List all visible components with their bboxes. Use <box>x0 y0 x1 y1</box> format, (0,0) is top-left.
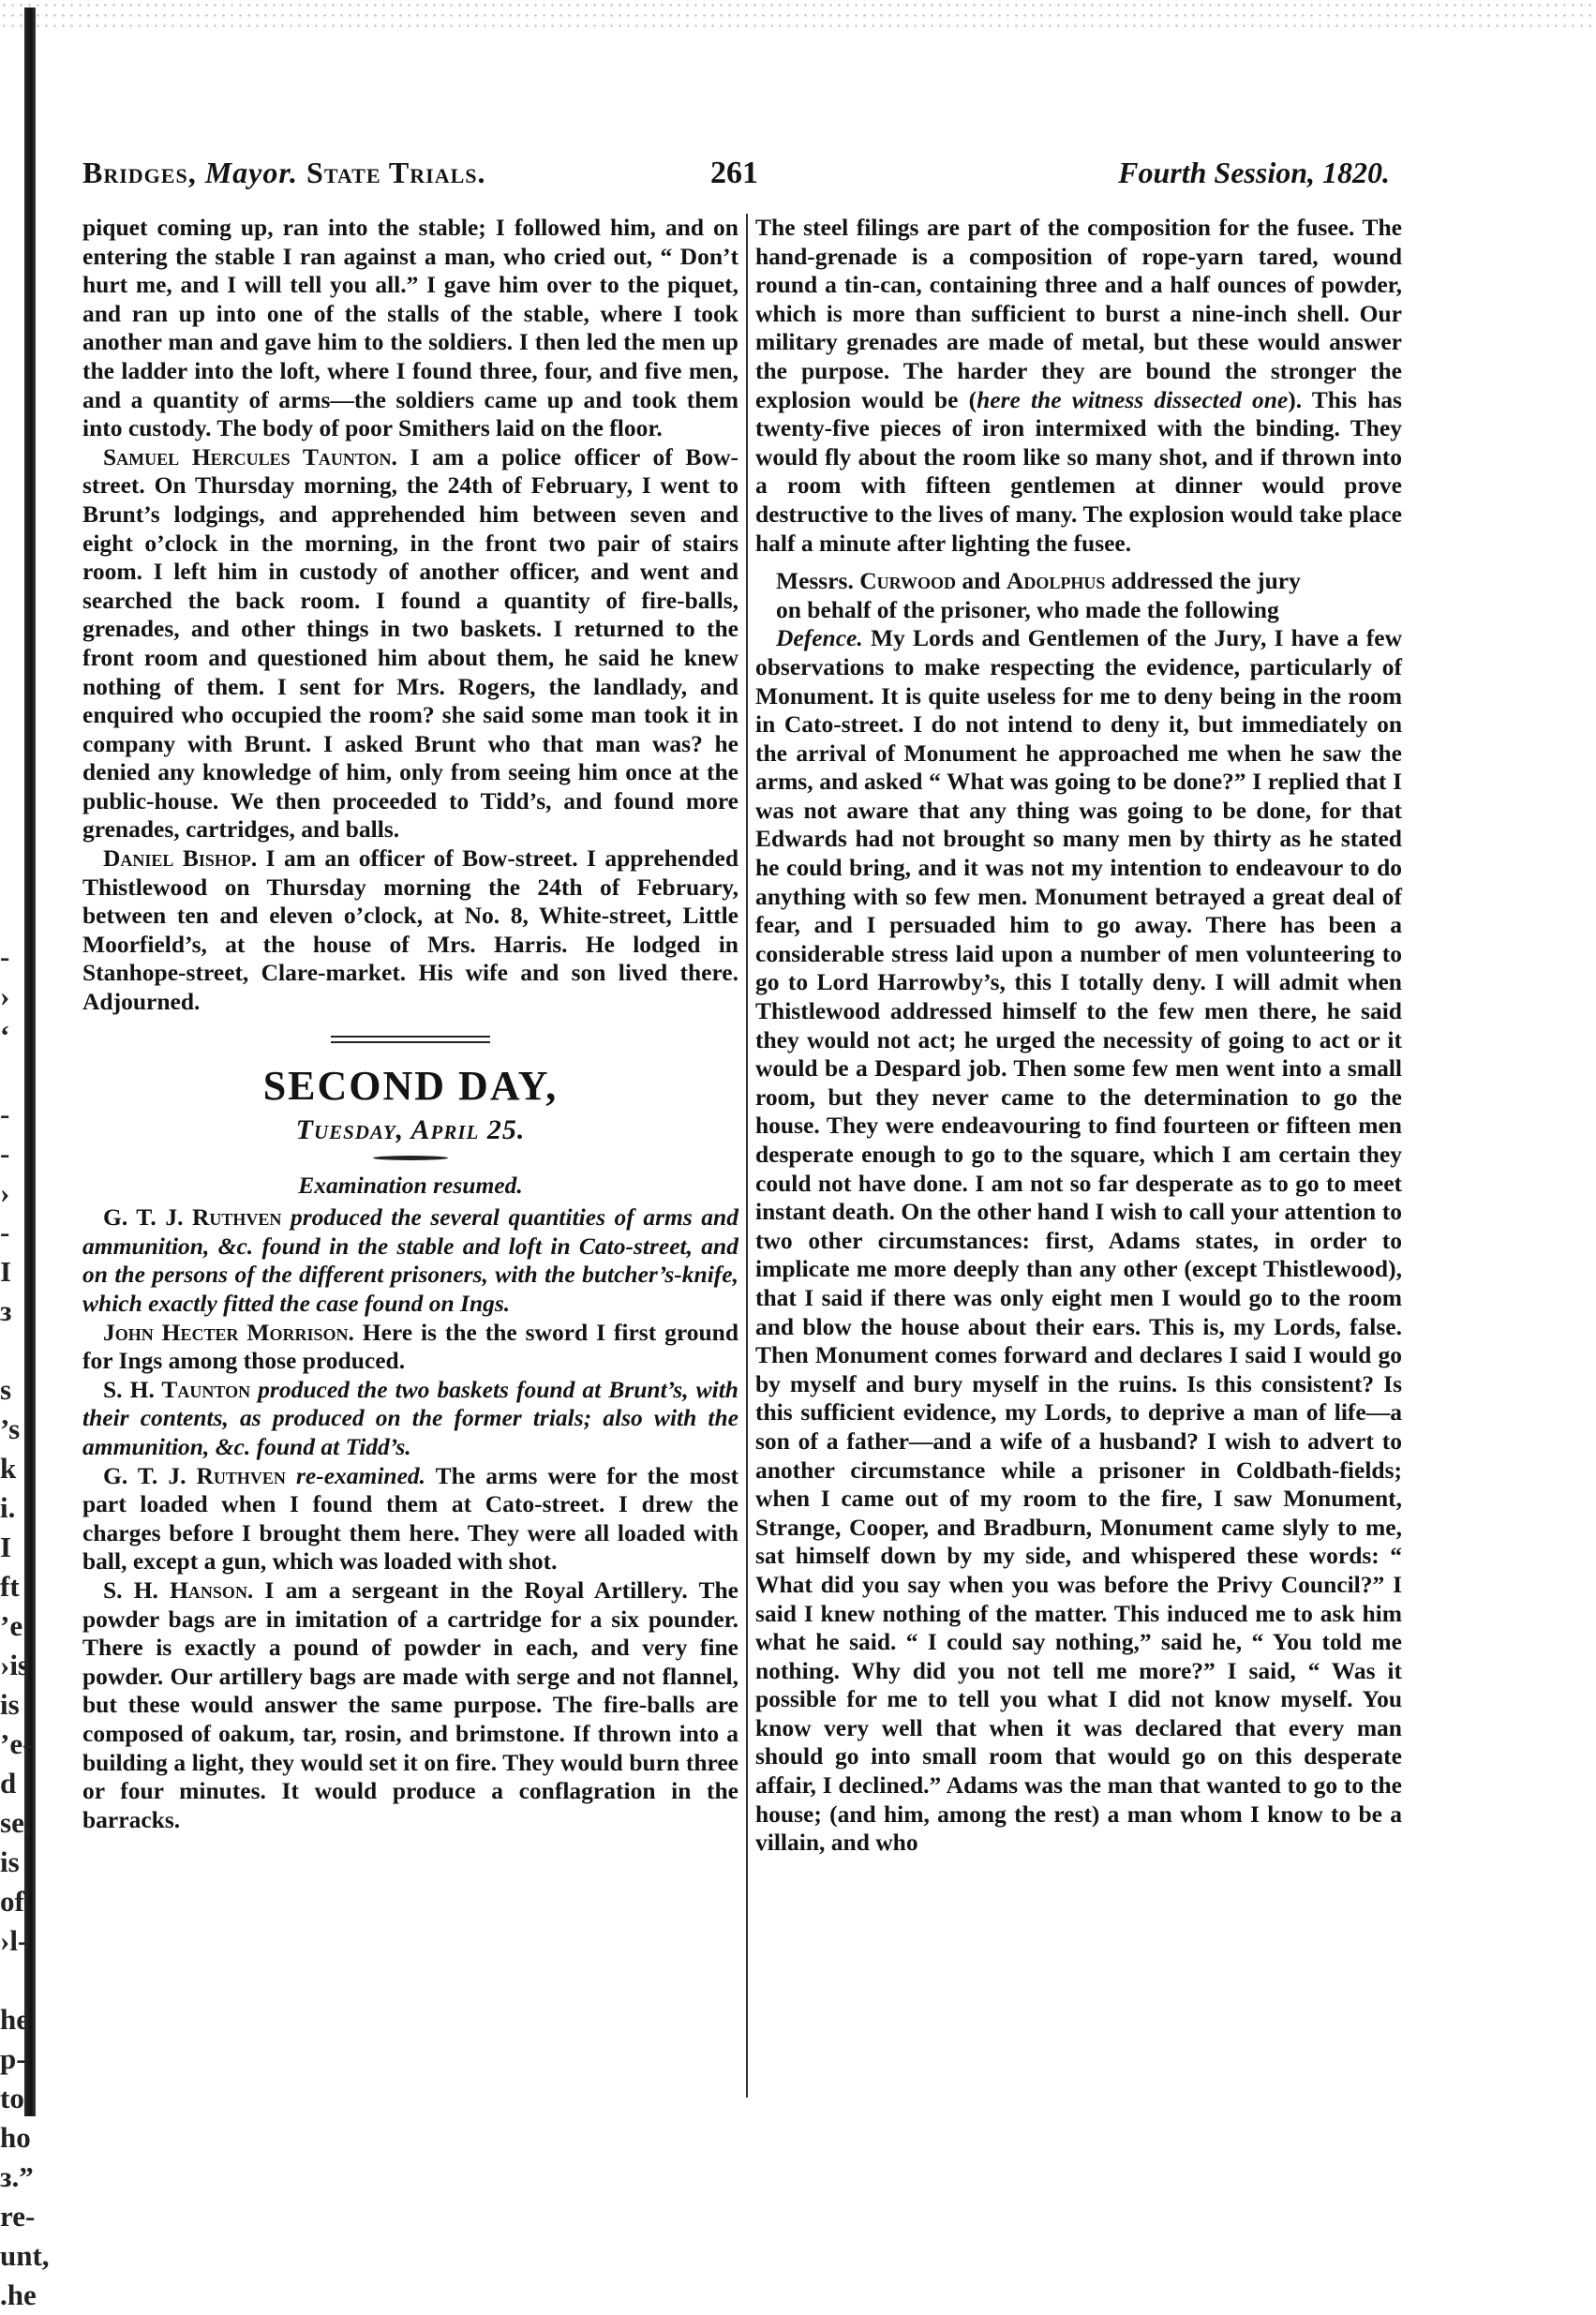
bleed-fragment: - <box>0 1137 10 1170</box>
bleed-fragment: ’e- <box>0 1727 33 1760</box>
bleed-fragment: - <box>0 1098 10 1130</box>
testimony-text: produced the two baskets found at Brunt’s, with their contents, as produced on the former trials; also with the ammunition, &c. found at Tidd’s. <box>82 1375 738 1460</box>
page-number: 261 <box>710 156 758 190</box>
reexamined-label: re-examined. <box>285 1461 426 1489</box>
bleed-fragment: - <box>0 1216 10 1248</box>
bleed-fragment: is <box>0 1845 20 1878</box>
counsel-name: Curwood <box>859 567 957 595</box>
paragraph-piquet: piquet coming up, ran into the stable; I followed him, and on entering the stable I ran against a man, who cried out, “ Don’t hurt me, and I will tell you all.” I gave him over to the piquet, and ran up into one of the stalls of the stable, where I took another man and gave him to the soldiers. I then led the men up the ladder into the loft, where I found three, four, and five men, and a quantity of arms—the soldiers came up and took them into custody. The body of poor Smithers laid on the floor. <box>82 214 738 442</box>
bleed-fragment: re- <box>0 2200 36 2233</box>
bleed-fragment <box>0 1331 75 1370</box>
column-divider <box>746 214 748 2098</box>
examination-heading: Examination resumed. <box>298 1171 523 1199</box>
right-column <box>755 214 1402 1858</box>
bleed-fragment: .he <box>0 2278 37 2311</box>
page-top-speckle <box>0 0 1596 28</box>
bleed-fragment <box>0 1055 75 1095</box>
witness-name: Samuel Hercules Taunton. <box>103 442 397 470</box>
defence-label: Defence. <box>776 624 863 652</box>
bleed-fragment: he <box>0 2003 29 2036</box>
bleed-fragment: ho <box>0 2121 31 2154</box>
witness-name: S. H. Hanson. <box>103 1576 254 1604</box>
bleed-fragment: to <box>0 2082 24 2114</box>
stage-direction: here the witness dissected one <box>977 385 1289 413</box>
testimony-text: produced the several quantities of arms and ammunition, &c. found in the stable and loft in Cato-street, and on the persons of the different prisoners, with the butcher’s-knife, which exactly fitted the case found on Ings. <box>82 1203 738 1317</box>
bleed-fragment: p- <box>0 2042 26 2075</box>
header-left <box>82 156 486 190</box>
paragraph-ruthven <box>82 1203 738 1318</box>
witness-name: G. T. J. Ruthven <box>103 1203 282 1232</box>
paragraph-taunton-baskets <box>82 1376 738 1462</box>
testimony-text: The arms were for the most part loaded when I found them at Cato-street. I drew the charges before I brought them here. They were all loaded with ball, except a gun, which was loaded with shot. <box>82 1461 738 1576</box>
bleed-fragment: - <box>0 940 10 973</box>
paragraph-steel-filings <box>755 214 1402 558</box>
paragraph-taunton <box>82 443 738 844</box>
bleed-fragment <box>0 1961 75 2000</box>
section-rule <box>331 1036 490 1043</box>
counsel-name: Adolphus <box>1006 567 1106 595</box>
bleed-fragment: з <box>0 1294 12 1327</box>
counsel-prefix: Messrs. <box>776 567 860 595</box>
left-column <box>82 214 738 1834</box>
testimony-text: Here is the the sword I first ground for Ings among those produced. <box>82 1318 739 1375</box>
witness-name: G. T. J. Ruthven <box>103 1461 286 1489</box>
margin-bleed-through <box>0 937 75 2315</box>
bleed-fragment: is <box>0 1688 20 1721</box>
paragraph-defence <box>755 624 1402 1858</box>
bleed-fragment: i. <box>0 1491 16 1524</box>
bleed-fragment: ›l- <box>0 1924 28 1957</box>
running-header <box>82 156 1390 197</box>
bleed-fragment: of <box>0 1885 24 1918</box>
paragraph-counsel <box>755 567 1402 596</box>
testimony-text: The steel filings are part of the composition for the fusee. The hand-grenade is a composition of rope-yarn tared, wound round a tin-can, containing three and a half ounces of powder, which is more than sufficient to burst a nine-inch shell. Our military grenades are made of metal, but these would answer the purpose. The harder they are bound the stronger the explosion would be ( <box>755 214 1402 413</box>
bleed-fragment: s <box>0 1373 12 1406</box>
defence-text: My Lords and Gentlemen of the Jury, I have a few observations to make respecting the evidence, particularly of Monument. It is quite useless for me to deny being in the room in Cato-street. I do not intend to deny it, but immediately on the arrival of Monument he approached me when he saw the arms, and asked “ What was going to be done?” I replied that I was not aware that any thing was going to be done, for that Edwards had not brought so many men by thirty as he stated he could bring, and it was not my intention to endeavour to do anything with so few men. Monument betrayed a great deal of fear, and I persuaded him to go away. There has been a considerable stress laid upon a number of men volunteering to go to Lord Harrowby’s, this I totally deny. I will admit when Thistlewood addressed himself to the few men there, he said they would not act; he urged the necessity of going to act or it would be a Despard job. Then some few men went into a small room, but they never came to the determination to go the house. They were endeavouring to find fourteen or fifteen men desperate enough to go to the square, which I am certain they could not have done. I am not so far desperate as to go to meet instant death. On the other hand I wish to call your attention to two other circumstances: first, Adams states, in order to implicate me more deeply than any other (except Thistlewood), that I said if there was only eight men I would go to the room and blow the house about their ears. This is, my Lords, false. Then Monument comes forward and declares I said I would go by myself and bury myself in the ruins. Is this consistent? Is this sufficient evidence, my Lords, to deprive a man of life—a son of a father—and a wife of a husband? I wish to advert to another circumstance while a prisoner in Coldbath-fields; when I came out of my room to the fire, I saw Monument, Strange, Cooper, and Bradburn, Monument came slyly to me, sat himself down by my side, and whispered these words: “ What did you say when you was before the Privy Council?” I said I knew nothing of the matter. This induced me to ask him what he said. “ I could say nothing,” said he, “ You told me nothing. Why did you not tell me more?” I said, “ Was it possible for me to tell you what I did not know myself. You know very well that when it was declared that every man should go into small room that would go on this desperate affair, I declined.” Adams was the man that wanted to go to the house; (and him, among the rest) a man whom I know to be a villain, and who <box>755 624 1402 1857</box>
paragraph-bishop <box>82 844 738 1017</box>
header-left-section: State Trials. <box>306 156 486 189</box>
paragraph-hanson <box>82 1576 738 1834</box>
witness-name: S. H. Taunton <box>103 1375 251 1403</box>
counsel-and: and <box>956 567 1007 595</box>
bleed-fragment: ’e <box>0 1609 23 1642</box>
section-date: Tuesday, April 25. <box>295 1113 526 1145</box>
section-title: SECOND DAY, <box>262 1062 559 1109</box>
ornament-rule <box>373 1156 448 1160</box>
counsel-text: addressed the jury <box>1105 567 1301 595</box>
bleed-fragment: I <box>0 1255 12 1288</box>
testimony-text: I am a police officer of Bow-street. On Thursday morning, the 24th of February, I went to Brunt’s lodgings, and apprehended him between seven and eight o’clock in the morning, in the front two pair of stairs room. I left him in custody of another officer, and went and searched the back room. I found a quantity of fire-balls, grenades, and other things in two baskets. I returned to the front room and questioned him about them, he said he knew nothing of them. I sent for Mrs. Rogers, the landlady, and enquired who occupied the room? she said some man took it in company with Brunt. I asked Brunt who that man was? he denied any knowledge of him, only from seeing him once at the public-house. We then proceeded to Tidd’s, and found more grenades, cartridges, and balls. <box>82 442 738 844</box>
bleed-fragment: se, <box>0 1806 32 1839</box>
testimony-text: I am a sergeant in the Royal Artillery. The powder bags are in imitation of a cartridge for a six pounder. There is exactly a pound of powder in each, and very fine powder. Our artillery bags are made with serge and not flannel, but these would answer the same purpose. The fire-balls are composed of oakum, tar, rosin, and brimstone. If thrown into a building a light, they would set it on fire. They would burn three or four minutes. It would produce a conflagration in the barracks. <box>82 1576 738 1833</box>
bleed-fragment: › <box>0 1176 10 1209</box>
witness-name: Daniel Bishop. <box>103 844 258 873</box>
bleed-fragment: I <box>0 1531 12 1563</box>
bleed-fragment: ›is <box>0 1649 29 1681</box>
testimony-text: I am an officer of Bow-street. I apprehended Thistlewood on Thursday morning the 24th of February, between ten and eleven o’clock, at No. 8, White-street, Little Moorfield’s, at the house of Mrs. Harris. He lodged in Stanhope-street, Clare-market. His wife and son lived there. Adjourned. <box>82 844 739 1016</box>
bleed-fragment: ’s <box>0 1412 21 1445</box>
bleed-fragment: › <box>0 979 10 1012</box>
header-right: Fourth Session, 1820. <box>1118 156 1390 189</box>
testimony-text: ). This has twenty-five pieces of iron intermixed with the binding. They would fly about the room like so many shot, and if thrown into a room with fifteen gentlemen at dinner would prove destructive to the lives of many. The explosion would take place half a minute after lighting the fusee. <box>755 385 1402 557</box>
bleed-fragment: d <box>0 1767 17 1800</box>
bleed-fragment: k <box>0 1452 17 1485</box>
paragraph-counsel-line2: on behalf of the prisoner, who made the following <box>776 595 1279 623</box>
paragraph-morrison <box>82 1319 738 1376</box>
bleed-fragment: ft <box>0 1570 20 1603</box>
witness-name: John Hecter Morrison. <box>103 1318 354 1346</box>
bleed-fragment: unt, <box>0 2239 50 2272</box>
bleed-fragment: з.” <box>0 2160 34 2193</box>
header-left-title: Mayor. <box>204 156 299 189</box>
paragraph-ruthven-reexamined <box>82 1462 738 1576</box>
header-left-name: Bridges, <box>82 156 197 189</box>
bleed-fragment: ‘ <box>0 1019 10 1052</box>
